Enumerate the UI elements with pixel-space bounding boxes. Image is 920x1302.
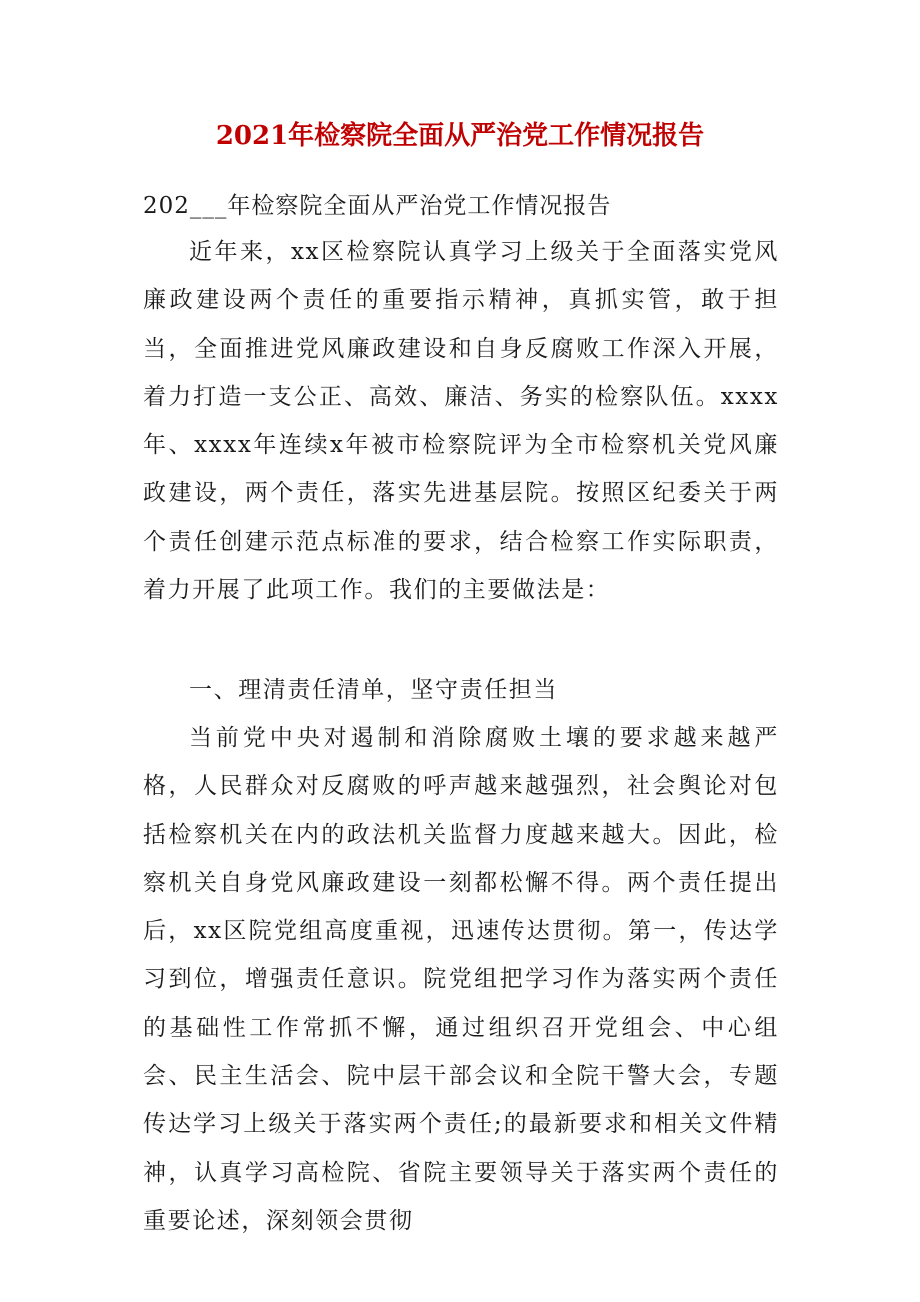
paragraph-intro: 近年来，xx区检察院认真学习上级关于全面落实党风廉政建设两个责任的重要指示精神，真抓实管，敢于担当，全面推进党风廉政建设和自身反腐败工作深入开展，着力打造一支公正、高效、廉洁、务实的检察队伍。xxxx年、xxxx年连续x年被市检察院评为全市检察机关党风廉政建设，两个责任，落实先进基层院。按照区纪委关于两个责任创建示范点标准的要求，结合检察工作实际职责，着力开展了此项工作。我们的主要做法是：	[143, 239, 779, 604]
document-subtitle: 202___年检察院全面从严治党工作情况报告	[143, 193, 612, 219]
section-heading-1: 一、理清责任清单，坚守责任担当	[189, 677, 558, 703]
document-title: 2021年检察院全面从严治党工作情况报告	[215, 121, 705, 151]
paragraph-section-1: 当前党中央对遏制和消除腐败土壤的要求越来越严格，人民群众对反腐败的呼声越来越强烈，社会舆论对包括检察机关在内的政法机关监督力度越来越大。因此，检察机关自身党风廉政建设一刻都松懈不得。两个责任提出后，xx区院党组高度重视，迅速传达贯彻。第一，传达学习到位，增强责任意识。院党组把学习作为落实两个责任的基础性工作常抓不懈，通过组织召开党组会、中心组会、民主生活会、院中层干部会议和全院干警大会，专题传达学习上级关于落实两个责任;的最新要求和相关文件精神，认真学习高检院、省院主要领导关于落实两个责任的重要论述，深刻领会贯彻	[143, 725, 779, 1234]
